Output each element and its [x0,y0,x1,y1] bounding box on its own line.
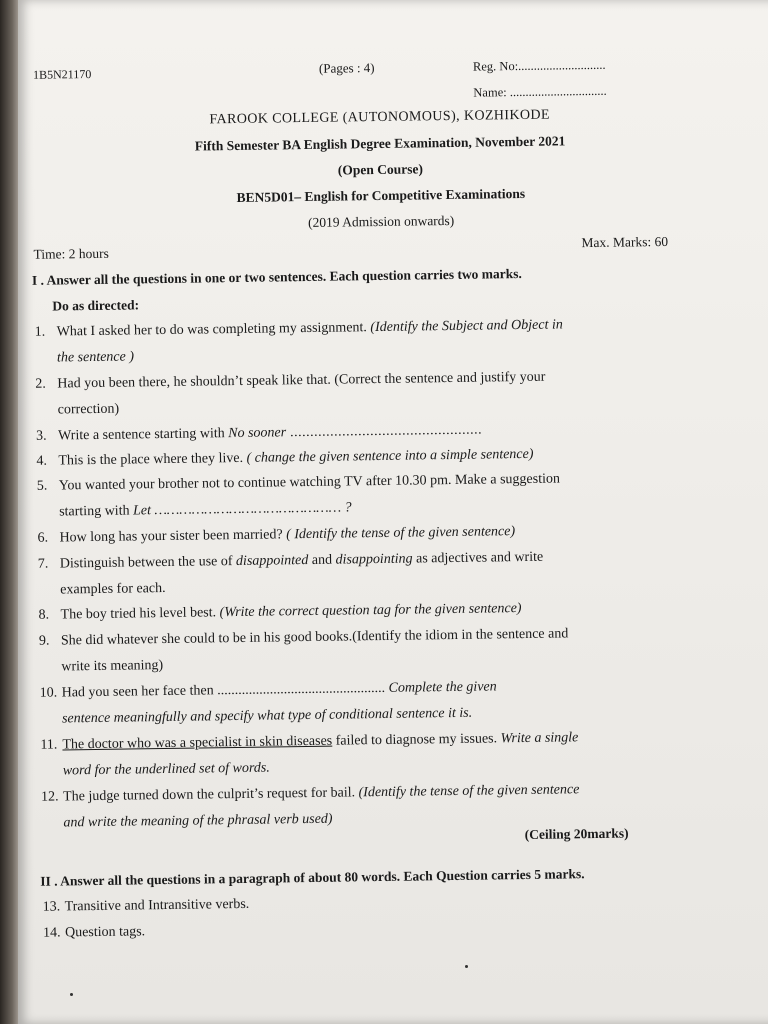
q5-blank: ……………………………………… ? [150,500,352,519]
exam-title: Fifth Semester BA English Degree Examination, November 2021 [194,133,566,154]
question-7 [38,549,544,574]
q2-number: 2. [35,376,46,392]
course-line [21,182,741,210]
q11-instruction: Write a single [500,730,579,747]
q12-number: 12. [41,789,59,805]
exam-sheet [18,0,768,1000]
time-allowed: Time: 2 hours [33,245,109,262]
question-14 [43,923,145,942]
question-11 [40,729,578,755]
question-12 [41,781,579,807]
q13-number: 13. [42,899,61,915]
max-marks: Max. Marks: 60 [581,233,669,251]
q5-italic: Let [132,503,152,519]
q14-number: 14. [42,925,61,941]
q8-number: 8. [38,607,50,623]
section1-subheading: Do as directed: [52,297,140,314]
ceiling-marks: (Ceiling 20marks) [524,825,629,843]
q7-word2: disappointing [335,551,413,568]
q5-text-cont [59,499,352,521]
reg-no-field: Reg. No:............................ [472,57,606,74]
q10-text: Had you seen her face then ................................................ [61,680,389,701]
q5-text: You wanted your brother not to continue watching TV after 10.30 pm. Make a suggestion [58,471,561,494]
q1-instruction: (Identify the Subject and Object in [370,317,563,336]
q11-number: 11. [40,737,58,753]
question-3 [36,422,482,446]
q7-text-b: and [308,552,336,569]
q7-text-cont: examples for each. [60,580,166,598]
q9-number: 9. [38,633,50,649]
course-type: (Open Course) [337,161,424,178]
question-6 [37,523,515,548]
q8-instruction: (Write the correct question tag for the given sentence) [219,601,522,621]
q11-underlined: The doctor who was a specialist in skin diseases [62,733,333,753]
question-1 [35,316,563,341]
q5-number: 5. [36,478,48,494]
exam-paper [18,0,768,1024]
q7-text-c: as adjectives and write [412,549,544,567]
q6-text: How long has your sister been married? [59,527,287,546]
q10-number: 10. [39,685,58,701]
section2-heading: II . Answer all the questions in a paragraph of about 80 words. Each Question carries 5 marks. [40,866,585,889]
q6-instruction: ( Identify the tense of the given sentence) [286,524,516,543]
page-count: (Pages : 4) [318,60,375,76]
q12-instruction-cont: and write the meaning of the phrasal verb used) [63,811,333,831]
question-9 [39,625,569,650]
name-field: Name: ............................... [473,83,607,100]
q7-number: 7. [37,556,49,572]
q1-instruction-cont: the sentence ) [56,349,135,366]
q11-text: failed to diagnose my issues. [332,731,501,749]
question-8 [38,600,521,625]
course-code: BEN5D01 [236,189,295,205]
q12-instruction: (Identify the tense of the given sentence [358,782,580,801]
q2-text: Had you been there, he shouldn’t speak like that. (Correct the sentence and justify your [57,369,546,392]
question-13 [43,896,250,917]
q13-text: Transitive and Intransitive verbs. [64,896,250,915]
q11-instruction-cont: word for the underlined set of words. [62,760,270,779]
q5-text2: starting with [59,503,134,520]
q2-text-cont: correction) [57,401,120,418]
course-name: – English for Competitive Examinations [294,185,526,205]
question-2 [35,369,545,394]
q3-italic: No sooner [228,425,287,442]
paper-speck [70,993,73,996]
q8-text: The boy tried his level best. [60,605,220,623]
q14-text: Question tags. [64,924,146,941]
question-4 [36,446,533,471]
college-name: FAROOK COLLEGE (AUTONOMOUS), KOZHIKODE [209,107,551,128]
q10-instruction: Complete the given [388,679,497,696]
q7-word1: disappointed [235,553,309,570]
q12-text: The judge turned down the culprit’s request for bail. [63,785,359,805]
q1-text: What I asked her to do was completing my assignment. [56,320,371,340]
q10-instruction-cont: sentence meaningfully and specify what type of conditional sentence it is. [61,705,473,727]
paper-code: 1B5N21170 [32,66,92,82]
q9-text: She did whatever she could to be in his good books.(Identify the idiom in the sentence and [60,626,569,649]
q4-number: 4. [36,453,48,469]
q4-text: This is the place where they live. [58,450,247,469]
question-5 [37,470,560,495]
q3-blank: ................................................ [286,422,483,441]
admission-note: (2019 Admission onwards) [307,212,455,230]
q4-instruction: ( change the given sentence into a simple sentence) [246,446,534,466]
question-10 [40,678,497,702]
q6-number: 6. [37,530,49,546]
q7-text-a: Distinguish between the use of [59,554,237,572]
q9-text-cont: write its meaning) [61,658,164,675]
q3-text: Write a sentence starting with [57,426,229,444]
q3-number: 3. [35,428,47,444]
paper-speck [465,965,468,968]
section1-heading: I . Answer all the questions in one or two sentences. Each question carries two marks. [31,265,522,288]
q1-number: 1. [34,324,46,340]
